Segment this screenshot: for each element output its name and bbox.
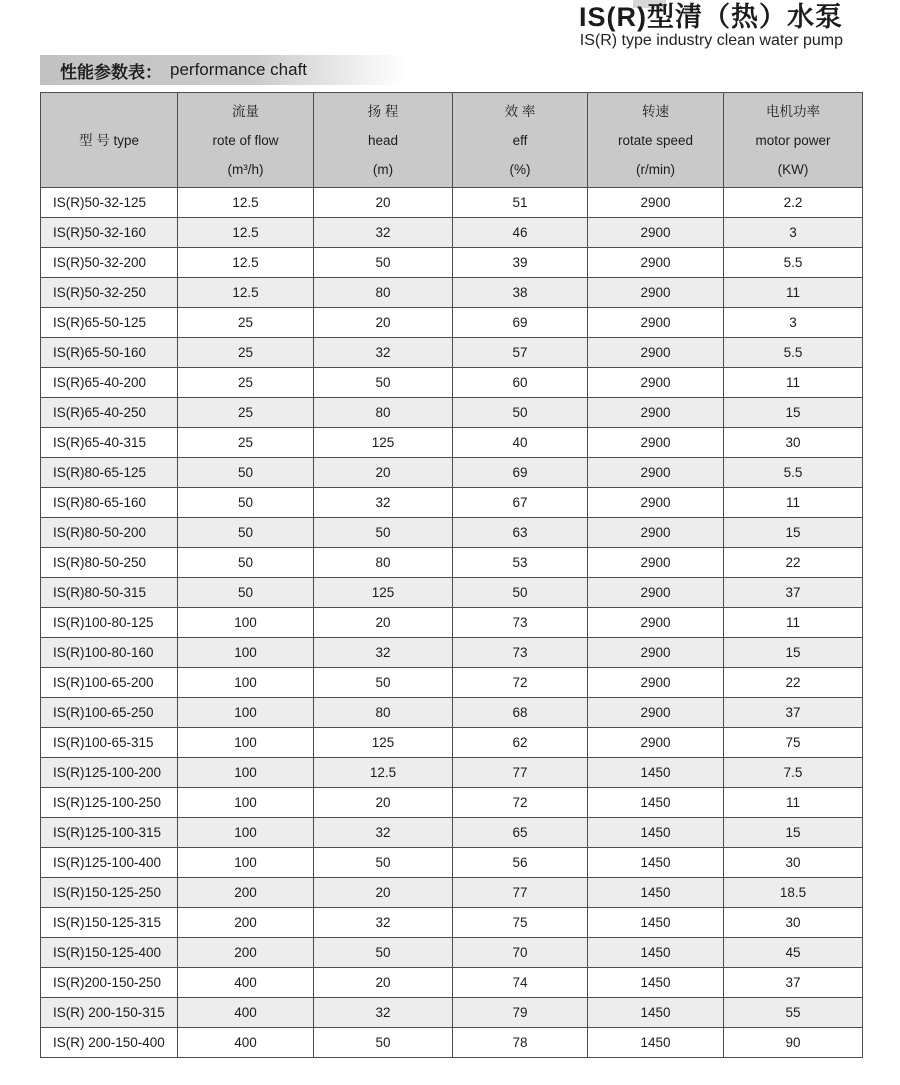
cell-power: 37 [724,968,863,998]
cell-speed: 2900 [588,488,724,518]
cell-flow: 12.5 [178,248,314,278]
cell-head: 20 [314,788,453,818]
cell-flow: 200 [178,908,314,938]
cell-eff: 62 [453,728,588,758]
cell-flow: 400 [178,968,314,998]
cell-speed: 2900 [588,188,724,218]
table-row [41,998,863,1028]
table-row [41,878,863,908]
table-row [41,248,863,278]
cell-flow: 12.5 [178,278,314,308]
cell-head: 20 [314,878,453,908]
cell-power: 11 [724,608,863,638]
column-header-head [314,93,453,188]
cell-head: 32 [314,488,453,518]
section-title-en: performance chaft [170,60,308,79]
cell-model: IS(R)125-100-315 [41,818,178,848]
cell-flow: 50 [178,548,314,578]
cell-power: 3 [724,218,863,248]
table-row [41,578,863,608]
cell-speed: 2900 [588,308,724,338]
column-header-eff-en: eff [512,132,528,148]
cell-eff: 56 [453,848,588,878]
cell-power: 15 [724,398,863,428]
cell-power: 75 [724,728,863,758]
table-row [41,608,863,638]
cell-eff: 65 [453,818,588,848]
cell-head: 50 [314,668,453,698]
cell-model: IS(R)100-65-200 [41,668,178,698]
cell-flow: 100 [178,668,314,698]
cell-eff: 40 [453,428,588,458]
cell-eff: 69 [453,308,588,338]
cell-model: IS(R)150-125-315 [41,908,178,938]
cell-eff: 53 [453,548,588,578]
table-row [41,638,863,668]
cell-flow: 100 [178,818,314,848]
table-row [41,968,863,998]
cell-flow: 50 [178,578,314,608]
cell-speed: 1450 [588,908,724,938]
cell-head: 125 [314,578,453,608]
cell-eff: 51 [453,188,588,218]
cell-head: 50 [314,248,453,278]
column-header-power-cn: 电机功率 [766,103,820,119]
cell-model: IS(R)100-65-250 [41,698,178,728]
cell-power: 22 [724,548,863,578]
cell-eff: 73 [453,638,588,668]
cell-eff: 60 [453,368,588,398]
cell-flow: 100 [178,638,314,668]
table-header-row [41,93,863,188]
cell-power: 2.2 [724,188,863,218]
cell-speed: 2900 [588,428,724,458]
cell-flow: 25 [178,398,314,428]
cell-model: IS(R)50-32-125 [41,188,178,218]
cell-power: 30 [724,428,863,458]
table-row [41,788,863,818]
column-header-head-en: head [367,132,399,148]
cell-head: 80 [314,698,453,728]
cell-eff: 39 [453,248,588,278]
table-row [41,368,863,398]
cell-speed: 1450 [588,758,724,788]
table-row [41,698,863,728]
cell-head: 20 [314,608,453,638]
cell-flow: 25 [178,338,314,368]
cell-model: IS(R)125-100-200 [41,758,178,788]
cell-speed: 2900 [588,278,724,308]
cell-speed: 2900 [588,668,724,698]
cell-speed: 1450 [588,818,724,848]
table-row [41,548,863,578]
cell-eff: 77 [453,758,588,788]
cell-flow: 400 [178,998,314,1028]
cell-speed: 2900 [588,698,724,728]
cell-model: IS(R)80-50-315 [41,578,178,608]
performance-table [40,92,863,1058]
cell-model: IS(R)150-125-250 [41,878,178,908]
cell-power: 37 [724,578,863,608]
cell-model: IS(R)100-80-125 [41,608,178,638]
cell-model: IS(R)65-40-200 [41,368,178,398]
cell-power: 30 [724,848,863,878]
cell-power: 3 [724,308,863,338]
cell-speed: 1450 [588,938,724,968]
cell-power: 15 [724,518,863,548]
cell-head: 32 [314,638,453,668]
table-row [41,908,863,938]
cell-flow: 200 [178,938,314,968]
cell-flow: 25 [178,368,314,398]
cell-speed: 2900 [588,398,724,428]
cell-head: 32 [314,218,453,248]
column-header-speed-en: rotate speed [617,132,694,148]
cell-speed: 1450 [588,998,724,1028]
cell-flow: 25 [178,428,314,458]
cell-power: 11 [724,488,863,518]
cell-head: 20 [314,458,453,488]
cell-flow: 12.5 [178,218,314,248]
cell-speed: 1450 [588,968,724,998]
cell-model: IS(R) 200-150-315 [41,998,178,1028]
cell-eff: 79 [453,998,588,1028]
table-row [41,458,863,488]
cell-model: IS(R)50-32-250 [41,278,178,308]
cell-flow: 25 [178,308,314,338]
table-row [41,938,863,968]
cell-flow: 100 [178,608,314,638]
cell-head: 80 [314,398,453,428]
cell-speed: 2900 [588,218,724,248]
cell-head: 50 [314,1028,453,1058]
cell-eff: 69 [453,458,588,488]
cell-eff: 73 [453,608,588,638]
cell-head: 50 [314,368,453,398]
cell-power: 7.5 [724,758,863,788]
column-header-model-label: 型 号 type [78,132,140,148]
table-row [41,308,863,338]
cell-flow: 100 [178,758,314,788]
table-row [41,668,863,698]
cell-flow: 400 [178,1028,314,1058]
cell-power: 45 [724,938,863,968]
column-header-power-en: motor power [755,132,831,148]
cell-speed: 2900 [588,608,724,638]
column-header-eff-cn: 效 率 [504,103,536,119]
cell-flow: 100 [178,788,314,818]
column-header-speed-unit: (r/min) [636,161,675,177]
table-row [41,428,863,458]
cell-speed: 1450 [588,1028,724,1058]
cell-power: 11 [724,368,863,398]
cell-eff: 57 [453,338,588,368]
column-header-head-cn: 扬 程 [367,103,399,119]
cell-model: IS(R)65-50-125 [41,308,178,338]
table-row [41,338,863,368]
cell-head: 125 [314,728,453,758]
cell-eff: 50 [453,398,588,428]
section-title-cn: 性能参数表： [60,62,162,82]
cell-eff: 78 [453,1028,588,1058]
cell-model: IS(R)80-65-125 [41,458,178,488]
cell-speed: 2900 [588,368,724,398]
cell-eff: 74 [453,968,588,998]
cell-power: 18.5 [724,878,863,908]
cell-speed: 2900 [588,458,724,488]
cell-head: 32 [314,818,453,848]
cell-flow: 50 [178,488,314,518]
cell-power: 5.5 [724,458,863,488]
cell-head: 125 [314,428,453,458]
cell-eff: 75 [453,908,588,938]
cell-head: 20 [314,188,453,218]
cell-model: IS(R)100-65-315 [41,728,178,758]
cell-model: IS(R)50-32-200 [41,248,178,278]
column-header-flow-cn: 流量 [232,103,259,119]
cell-power: 15 [724,818,863,848]
cell-power: 5.5 [724,248,863,278]
cell-model: IS(R)80-65-160 [41,488,178,518]
cell-model: IS(R)80-50-250 [41,548,178,578]
cell-model: IS(R)100-80-160 [41,638,178,668]
cell-head: 12.5 [314,758,453,788]
cell-eff: 38 [453,278,588,308]
cell-speed: 2900 [588,548,724,578]
cell-head: 32 [314,908,453,938]
cell-model: IS(R)125-100-400 [41,848,178,878]
cell-eff: 63 [453,518,588,548]
cell-head: 20 [314,968,453,998]
cell-power: 30 [724,908,863,938]
table-row [41,278,863,308]
cell-power: 37 [724,698,863,728]
column-header-power [724,93,863,188]
cell-head: 50 [314,518,453,548]
cell-power: 11 [724,788,863,818]
cell-model: IS(R)200-150-250 [41,968,178,998]
cell-model: IS(R)65-40-315 [41,428,178,458]
column-header-head-unit: (m) [372,161,394,177]
cell-flow: 100 [178,698,314,728]
column-header-flow-en: rote of flow [212,132,279,148]
column-header-speed [588,93,724,188]
cell-eff: 68 [453,698,588,728]
cell-model: IS(R)65-50-160 [41,338,178,368]
column-header-speed-cn: 转速 [642,103,669,119]
cell-head: 20 [314,308,453,338]
cell-power: 11 [724,278,863,308]
cell-model: IS(R)65-40-250 [41,398,178,428]
table-row [41,398,863,428]
cell-power: 5.5 [724,338,863,368]
cell-eff: 46 [453,218,588,248]
table-row [41,848,863,878]
cell-speed: 2900 [588,338,724,368]
cell-speed: 1450 [588,878,724,908]
cell-eff: 70 [453,938,588,968]
cell-power: 55 [724,998,863,1028]
cell-speed: 1450 [588,848,724,878]
table-row [41,188,863,218]
table-row [41,518,863,548]
column-header-eff-unit: (%) [509,161,531,177]
cell-flow: 50 [178,458,314,488]
cell-model: IS(R)80-50-200 [41,518,178,548]
cell-power: 90 [724,1028,863,1058]
cell-power: 15 [724,638,863,668]
cell-head: 50 [314,938,453,968]
cell-model: IS(R)125-100-250 [41,788,178,818]
cell-head: 32 [314,998,453,1028]
cell-flow: 100 [178,848,314,878]
column-header-flow-unit: (m³/h) [227,161,264,177]
page-title: IS(R)型清（热）水泵 [579,2,843,32]
column-header-model [41,93,178,188]
cell-speed: 2900 [588,518,724,548]
table-row [41,1028,863,1058]
cell-flow: 200 [178,878,314,908]
cell-head: 50 [314,848,453,878]
cell-head: 80 [314,548,453,578]
cell-speed: 2900 [588,638,724,668]
title-block [579,2,843,50]
table-row [41,818,863,848]
table-row [41,218,863,248]
cell-flow: 50 [178,518,314,548]
table-row [41,758,863,788]
table-row [41,488,863,518]
cell-head: 32 [314,338,453,368]
cell-speed: 1450 [588,788,724,818]
table-row [41,728,863,758]
cell-model: IS(R)150-125-400 [41,938,178,968]
cell-flow: 100 [178,728,314,758]
cell-speed: 2900 [588,248,724,278]
table-body [41,188,863,1058]
column-header-power-unit: (KW) [777,161,809,177]
cell-power: 22 [724,668,863,698]
column-header-eff [453,93,588,188]
cell-speed: 2900 [588,728,724,758]
section-header-bar [40,55,470,85]
cell-model: IS(R) 200-150-400 [41,1028,178,1058]
cell-eff: 77 [453,878,588,908]
column-header-flow [178,93,314,188]
cell-model: IS(R)50-32-160 [41,218,178,248]
cell-head: 80 [314,278,453,308]
cell-eff: 50 [453,578,588,608]
cell-eff: 67 [453,488,588,518]
page-subtitle: IS(R) type industry clean water pump [579,32,843,49]
cell-eff: 72 [453,668,588,698]
cell-flow: 12.5 [178,188,314,218]
cell-speed: 2900 [588,578,724,608]
cell-eff: 72 [453,788,588,818]
